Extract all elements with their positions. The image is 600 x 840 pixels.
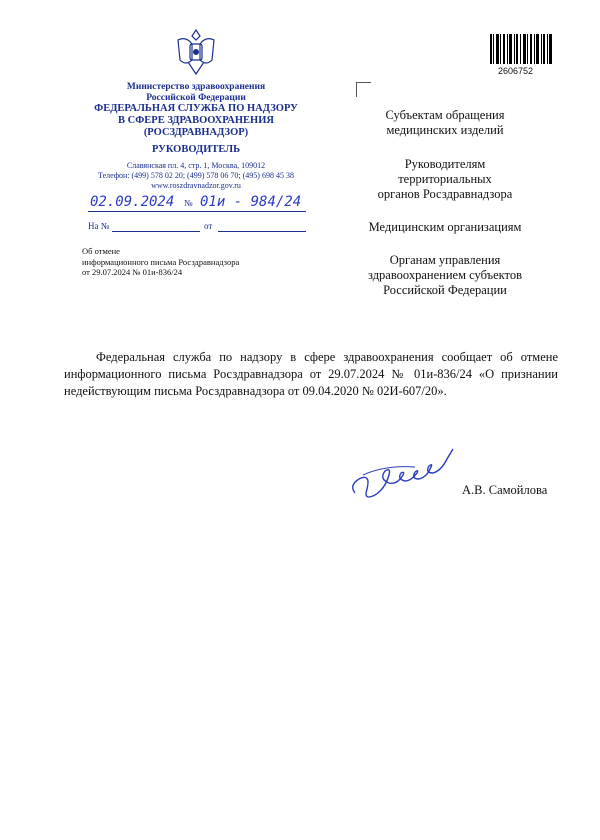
agency-line: (РОСЗДРАВНАДЗОР) — [143, 127, 249, 138]
registration-number: 01и - 984/24 — [200, 194, 302, 210]
agency-line: В СФЕРЕ ЗДРАВООХРАНЕНИЯ — [118, 115, 274, 126]
recipient-line: Руководителям — [404, 157, 486, 171]
recipient-group — [340, 157, 550, 202]
agency-line: ФЕДЕРАЛЬНАЯ СЛУЖБА ПО НАДЗОРУ — [94, 103, 298, 114]
recipient-line: Органам управления — [389, 253, 501, 267]
recipient-line: Субъектам обращения — [385, 108, 505, 122]
recipient-group — [340, 108, 550, 138]
subject-line: Об отмене — [82, 246, 120, 256]
agency-name — [90, 103, 302, 139]
subject-line: информационного письма Росздравнадзора — [82, 256, 240, 267]
number-label: № — [184, 198, 193, 208]
address: Славянская пл. 4, стр. 1, Москва, 109012 — [126, 161, 266, 170]
subject-line: от 29.07.2024 № 01и-836/24 — [82, 267, 183, 277]
phones: Телефон: (499) 578 02 20; (499) 578 06 70; (495) 698 45 38 — [98, 171, 294, 181]
ministry-name — [90, 82, 302, 104]
reference-date-line — [218, 231, 306, 232]
recipient-group — [340, 253, 550, 298]
website: www.roszdravnadzor.gov.ru — [151, 181, 241, 191]
coat-of-arms-emblem — [172, 26, 220, 78]
address-corner-mark — [356, 82, 371, 97]
recipient-line: территориальных — [398, 172, 492, 186]
letter-subject — [82, 246, 302, 278]
head-title: РУКОВОДИТЕЛЬ — [151, 144, 241, 155]
recipient-line: органов Росздравнадзора — [377, 187, 513, 201]
recipient-line: Медицинским организациям — [368, 220, 522, 234]
contacts-block — [86, 161, 306, 192]
ministry-line: Министерство здравоохранения — [126, 82, 266, 92]
handwritten-signature — [345, 445, 465, 515]
reference-label: На № — [88, 221, 110, 231]
signer-name: А.В. Самойлова — [462, 483, 548, 497]
ministry-line: Российской Федерации — [146, 93, 246, 103]
reference-date-label: от — [204, 221, 213, 231]
reference-number-line — [112, 231, 200, 232]
registration-underline — [88, 211, 306, 212]
registration-date: 02.09.2024 — [90, 194, 175, 210]
letter-body: Федеральная служба по надзору в сфере здравоохранения сообщает об отмене информационного письма Росздравнадзора от 29.07.2024 № 01и-836/24 «О признании недействующим письма Росздравнадзора от 09.04.2020 № 02И-607/20». — [64, 350, 558, 398]
barcode-number: 2606752 — [498, 66, 534, 76]
recipient-line: медицинских изделий — [386, 123, 504, 137]
recipient-group — [340, 220, 550, 235]
recipient-line: здравоохранением субъектов — [367, 268, 522, 282]
barcode-image — [490, 34, 552, 64]
recipient-line: Российской Федерации — [383, 283, 507, 297]
